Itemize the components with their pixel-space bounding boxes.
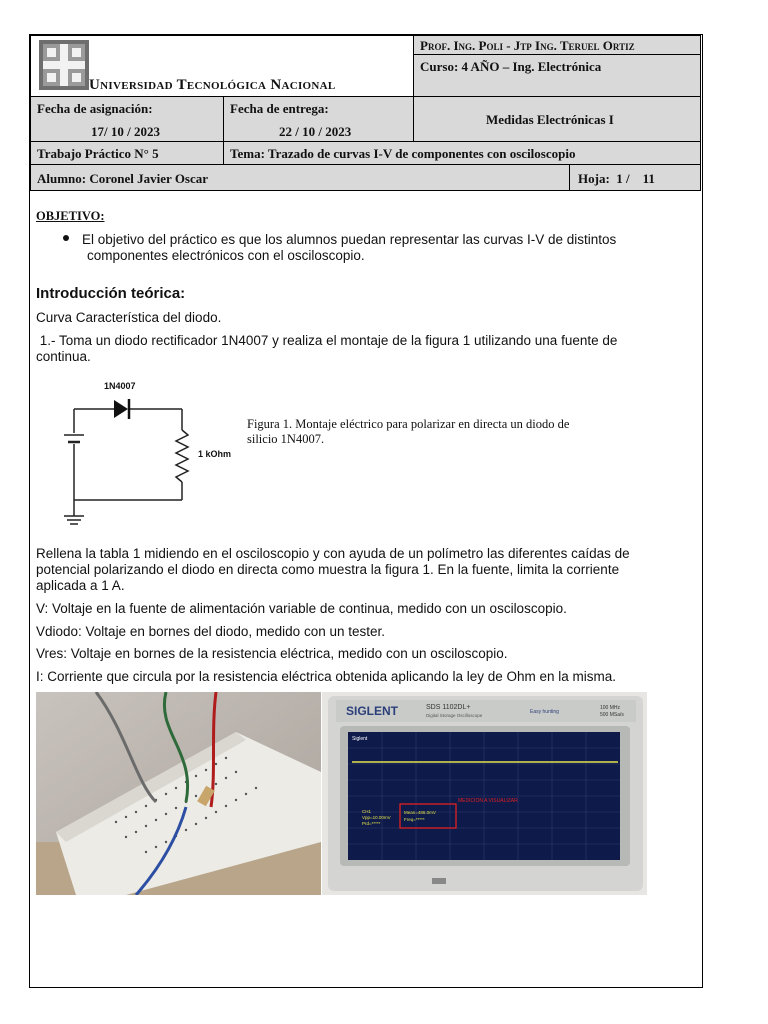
intro-subtitle: Curva Característica del diodo. — [36, 310, 222, 325]
i-definition: I: Corriente que circula por la resistencia eléctrica obtenida aplicando la ley de Ohm en la misma. — [36, 669, 617, 684]
due-cell — [223, 96, 414, 142]
fill-line2: potencial polarizando el diodo en directa como muestra la figura 1. En la fuente, limita la corriente — [36, 562, 620, 577]
objetivo-bullet-line2: componentes electrónicos con el osciloscopio. — [87, 248, 365, 263]
circuit-diagram — [56, 378, 236, 533]
scope-model: SDS 1102DL+ — [426, 704, 471, 711]
vres-definition: Vres: Voltaje en bornes de la resistencia eléctrica, medido con un osciloscopio. — [36, 646, 508, 661]
sheet-cell — [569, 164, 701, 191]
scope-vpp: Vpp=10.00mV — [362, 815, 391, 820]
due-date: 22 / 10 / 2023 — [279, 124, 352, 139]
course: Curso: 4 AÑO – Ing. Electrónica — [420, 59, 602, 74]
step1-line1: 1.- Toma un diodo rectificador 1N4007 y realiza el montaje de la figura 1 utilizando una fuente de — [36, 333, 618, 348]
sheet-number: Hoja: 1 / 11 — [578, 171, 655, 186]
course-cell — [413, 54, 701, 97]
scope-spec1: 100 MHz — [600, 705, 621, 711]
resistor-label: 1 kOhm — [198, 449, 232, 459]
professors-cell — [413, 35, 701, 55]
scope-easy: Easy hunting — [530, 709, 559, 715]
objetivo-bullet-line1: El objetivo del práctico es que los alumnos puedan representar las curvas I-V de distintos — [82, 232, 617, 247]
scope-freq: Freq=***** — [404, 817, 425, 822]
scope-brand: SIGLENT — [346, 704, 399, 718]
topic: Tema: Trazado de curvas I-V de componentes con osciloscopio — [230, 146, 576, 161]
assign-label: Fecha de asignación: — [37, 101, 153, 116]
fill-line1: Rellena la tabla 1 midiendo en el osciloscopio y con ayuda de un polímetro las diferentes caídas de — [36, 546, 630, 561]
figure-caption-line1: Figura 1. Montaje eléctrico para polarizar en directa un diodo de — [247, 417, 570, 431]
assign-date: 17/ 10 / 2023 — [91, 124, 160, 139]
step1-line2: continua. — [36, 349, 91, 364]
bullet-dot — [63, 235, 69, 241]
scope-model-sub: Digital Storage Oscilloscope — [426, 713, 483, 718]
intro-title: Introducción teórica: — [36, 285, 186, 302]
breadboard-photo — [36, 692, 321, 895]
assign-cell — [30, 96, 224, 142]
figure-caption — [247, 417, 607, 447]
student-name: Alumno: Coronel Javier Oscar — [37, 171, 209, 186]
objetivo-title: OBJETIVO: — [36, 209, 105, 223]
student-cell — [30, 164, 570, 191]
header-university-cell — [30, 35, 414, 97]
vdiodo-definition: Vdiodo: Voltaje en bornes del diodo, medido con un tester. — [36, 624, 385, 639]
v-definition: V: Voltaje en la fuente de alimentación variable de continua, medido con un osciloscopio. — [36, 601, 567, 616]
scope-spec2: 500 MSa/s — [600, 712, 624, 718]
scope-mean: Mean=486.0mV — [404, 810, 436, 815]
due-label: Fecha de entrega: — [230, 101, 329, 116]
university-name: Universidad Tecnológica Nacional — [89, 77, 336, 93]
utn-logo — [39, 40, 89, 90]
scope-prd: Prd=***** — [362, 821, 381, 826]
professors: Prof. Ing. Poli - Jtp Ing. Teruel Ortiz — [420, 38, 635, 53]
scope-annotation: MEDICION A VISUALIZAR — [458, 798, 518, 804]
subject-cell — [413, 96, 701, 142]
figure-caption-line2: silicio 1N4007. — [247, 432, 325, 446]
practice-cell — [30, 141, 224, 165]
subject: Medidas Electrónicas I — [486, 112, 614, 127]
fill-line3: aplicada a 1 A. — [36, 578, 125, 593]
oscilloscope-photo — [322, 692, 647, 895]
scope-screen-brand: Siglent — [352, 736, 368, 742]
practice-number: Trabajo Práctico N° 5 — [37, 146, 159, 161]
topic-cell — [223, 141, 701, 165]
diode-label: 1N4007 — [104, 381, 136, 391]
scope-ch: CH1 — [362, 809, 372, 814]
